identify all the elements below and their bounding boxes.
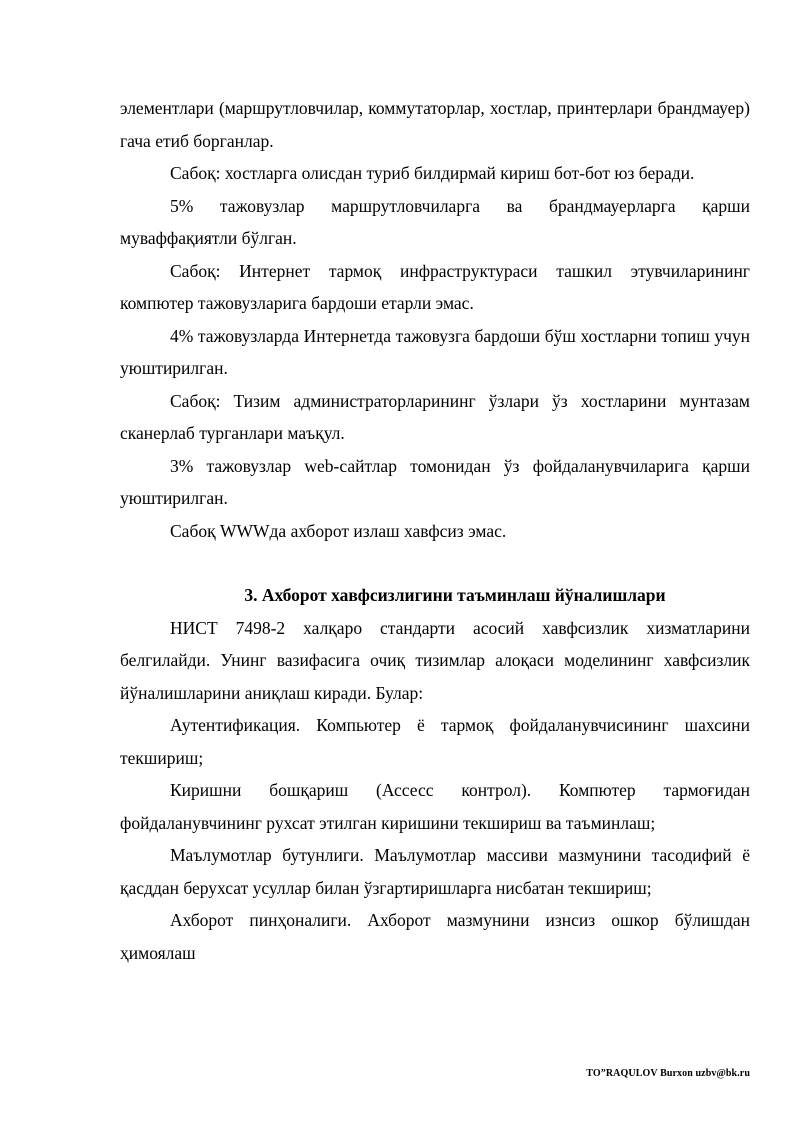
document-page xyxy=(120,92,750,969)
section-gap xyxy=(120,547,750,579)
paragraph-2: Сабоқ: хостларга олисдан туриб билдирмай кириш бот-бот юз беради. xyxy=(170,163,695,183)
paragraph-1: элементлари (маршрутловчилар, коммутаторлар, хостлар, принтерлари брандмауер) гача етиб борганлар. xyxy=(120,98,750,151)
paragraph-12: Маълумотлар бутунлиги. Маълумотлар массиви мазмунини тасодифий ё қасддан берухсат усуллар билан ўзгартиришларга нисбатан текшириш; xyxy=(120,845,750,898)
paragraph-11: Киришни бошқариш (Ассесс контрол). Компютер тармоғидан фойдаланувчининг рухсат этилган киришини текшириш ва таъминлаш; xyxy=(120,780,750,833)
page-footer: TO”RAQULOV Burxon uzbv@bk.ru xyxy=(586,1068,750,1079)
paragraph-8: Сабоқ WWWда ахборот излаш хавфсиз эмас. xyxy=(170,520,507,541)
paragraph-6: Сабоқ: Тизим администраторларининг ўзлари ўз хостларини мунтазам сканерлаб турганлари маъқул. xyxy=(120,390,750,443)
paragraph-9: НИСТ 7498-2 халқаро стандарти асосий хавфсизлик хизматларини белгилайди. Унинг вазифасига очиқ тизимлар алоқаси моделининг хавфсизлик йўналишларини аниқлаш киради. Булар: xyxy=(120,617,750,703)
paragraph-7: 3% тажовузлар web-сайтлар томонидан ўз фойдаланувчиларига қарши уюштирилган. xyxy=(120,455,750,508)
paragraph-4: Сабоқ: Интернет тармоқ инфраструктураси ташкил этувчиларининг компютер тажовузларига бардоши етарли эмас. xyxy=(120,260,750,313)
paragraph-10: Аутентификация. Компьютер ё тармоқ фойдаланувчисининг шахсини текшириш; xyxy=(120,715,750,768)
paragraph-5: 4% тажовузларда Интернетда тажовузга бардоши бўш хостларни топиш учун уюштирилган. xyxy=(120,325,750,378)
paragraph-13: Ахборот пинҳоналиги. Ахборот мазмунини изнсиз ошкор бўлишдан ҳимоялаш xyxy=(120,910,750,963)
section-heading: 3. Ахборот хавфсизлигини таъминлаш йўналишлари xyxy=(244,585,666,605)
paragraph-3: 5% тажовузлар маршрутловчиларга ва брандмауерларга қарши муваффақиятли бўлган. xyxy=(120,195,750,248)
